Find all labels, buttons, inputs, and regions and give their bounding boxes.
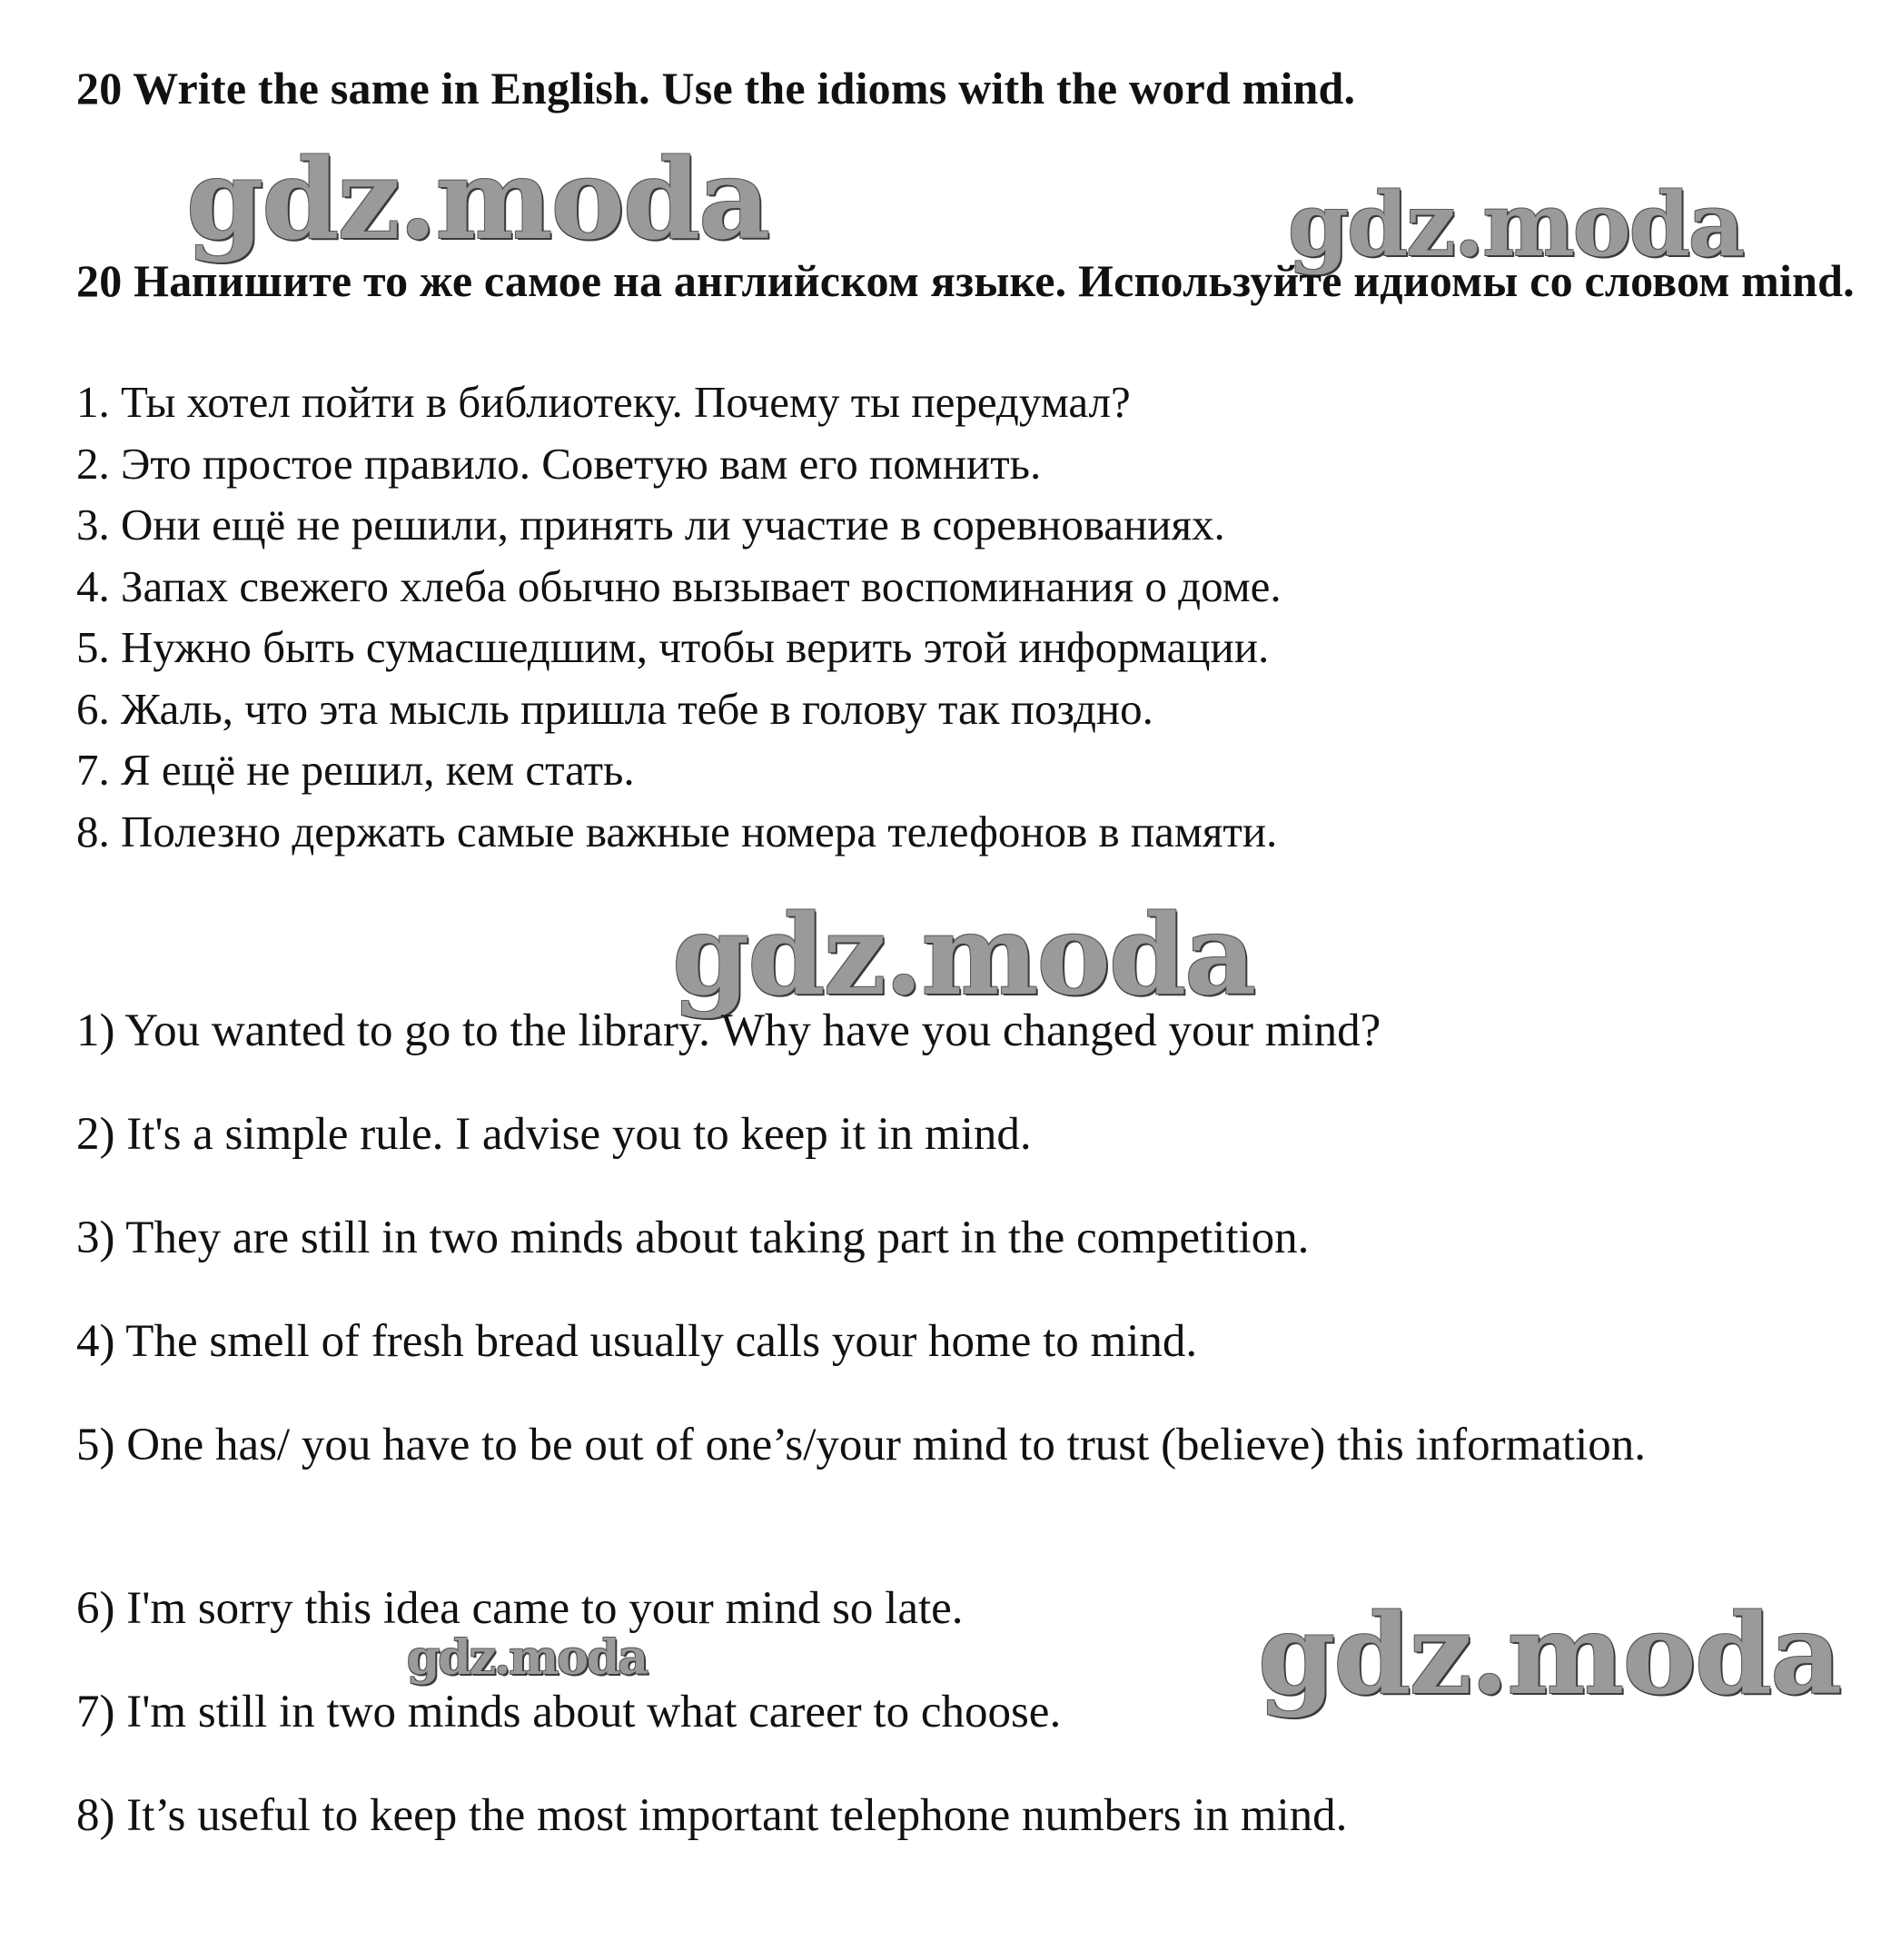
- watermark-logo: gdz.moda: [186, 134, 769, 264]
- task-heading-english: 20 Write the same in English. Use the idioms with the word mind.: [76, 63, 1356, 114]
- russian-sentence: 1. Ты хотел пойти в библиотеку. Почему ты передумал?: [76, 377, 1131, 427]
- answer-item: 7) I'm still in two minds about what career to choose.: [76, 1687, 1062, 1737]
- watermark-logo: gdz.moda: [1288, 173, 1744, 276]
- russian-sentence: 8. Полезно держать самые важные номера телефонов в памяти.: [76, 806, 1278, 856]
- watermark-logo: gdz.moda: [407, 1630, 648, 1686]
- watermark-logo: gdz.moda: [672, 889, 1255, 1020]
- answer-item: 8) It’s useful to keep the most important telephone numbers in mind.: [76, 1790, 1348, 1841]
- answer-item: 6) I'm sorry this idea came to your mind so late.: [76, 1583, 964, 1634]
- answer-item: 4) The smell of fresh bread usually calls your home to mind.: [76, 1316, 1198, 1367]
- russian-sentence: 5. Нужно быть сумасшедшим, чтобы верить этой информации.: [76, 622, 1270, 672]
- task-heading-russian: 20 Напишите то же самое на английском языке. Используйте идиомы со словом mind.: [76, 255, 1855, 306]
- russian-sentence: 6. Жаль, что эта мысль пришла тебе в голову так поздно.: [76, 683, 1153, 734]
- answer-item: 1) You wanted to go to the library. Why have you changed your mind?: [76, 1005, 1381, 1056]
- russian-sentence: 2. Это простое правило. Советую вам его помнить.: [76, 438, 1042, 489]
- answer-item: 2) It's a simple rule. I advise you to keep it in mind.: [76, 1109, 1032, 1160]
- russian-sentence: 4. Запах свежего хлеба обычно вызывает воспоминания о доме.: [76, 560, 1282, 611]
- russian-sentence: 7. Я ещё не решил, кем стать.: [76, 745, 635, 795]
- answer-item: 3) They are still in two minds about taking part in the competition.: [76, 1213, 1310, 1263]
- russian-sentence: 3. Они ещё не решили, принять ли участие в соревнованиях.: [76, 500, 1225, 549]
- russian-sentence-list: [76, 371, 1282, 862]
- watermark-logo: gdz.moda: [1258, 1589, 1841, 1719]
- answer-item: 5) One has/ you have to be out of one’s/your mind to trust (believe) this information.: [76, 1420, 1646, 1470]
